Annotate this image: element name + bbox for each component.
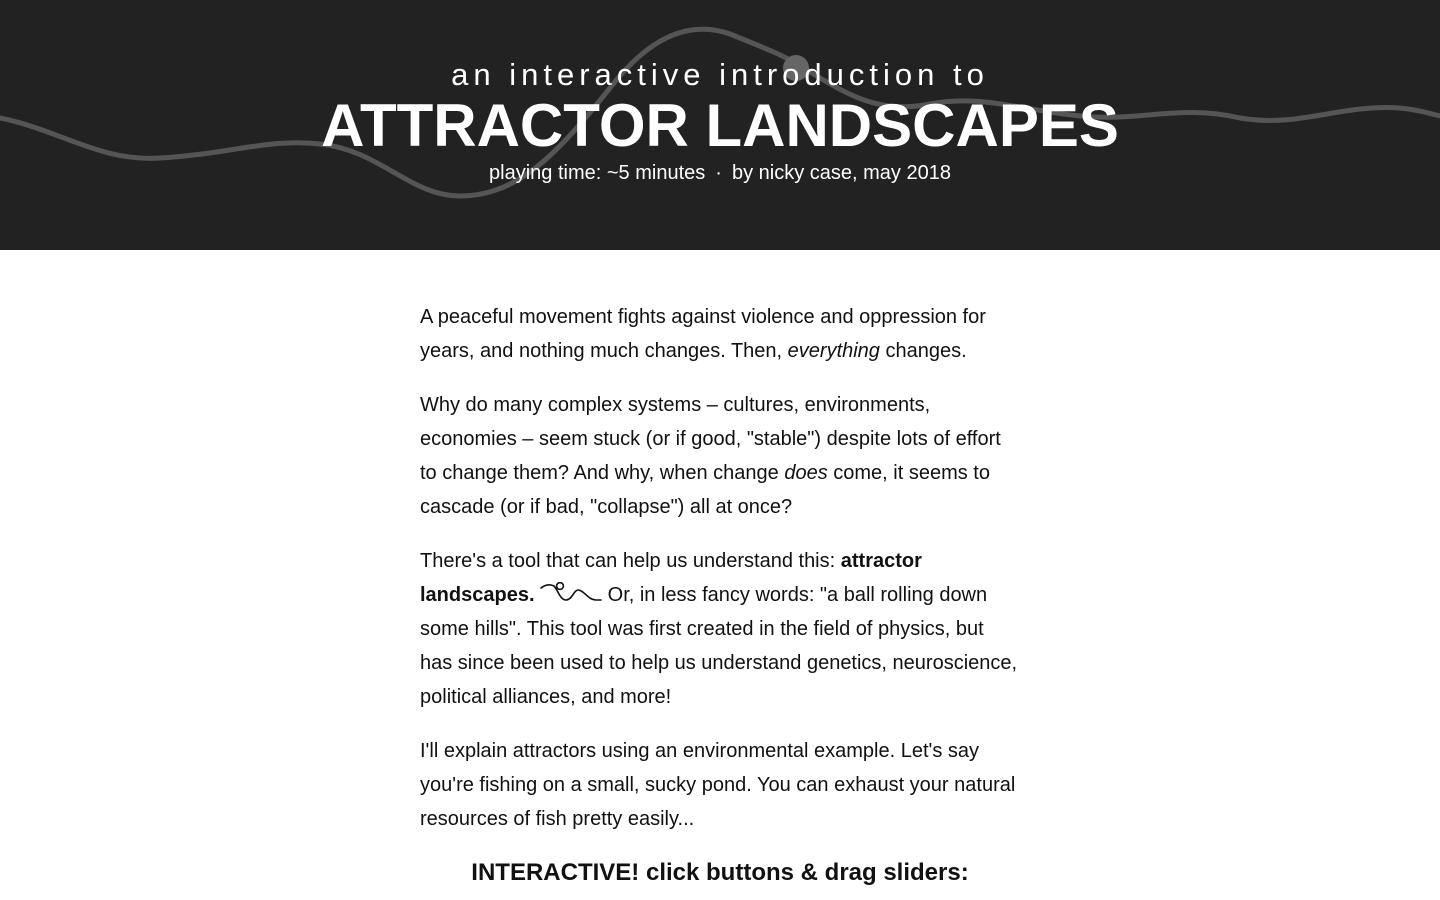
byline-separator: · bbox=[715, 162, 722, 184]
article-body bbox=[420, 300, 1020, 890]
paragraph-intro: A peaceful movement fights against violence and oppression for years, and nothing much changes. Then, everything changes. bbox=[420, 306, 986, 362]
paragraph-question: Why do many complex systems – cultures, environments, economies – seem stuck (or if good, "stable") despite lots of effort to change them? And why, when change does come, it seems to cascade (or if bad, "collapse") all at once? bbox=[420, 394, 1001, 518]
interactive-heading: INTERACTIVE! click buttons & drag sliders: bbox=[471, 859, 969, 886]
paragraph-example: I'll explain attractors using an environmental example. Let's say you're fishing on a small, sucky pond. You can exhaust your natural resources of fish pretty easily... bbox=[420, 740, 1016, 830]
term-attractor-landscapes: attractor landscapes. bbox=[420, 550, 922, 606]
playing-time: playing time: ~5 minutes bbox=[489, 162, 706, 184]
emphasis-everything: everything bbox=[787, 340, 880, 362]
page-title: ATTRACTOR LANDSCAPES bbox=[321, 92, 1119, 159]
author-date: by nicky case, may 2018 bbox=[731, 162, 951, 184]
header-subtitle: an interactive introduction to bbox=[451, 57, 989, 92]
emphasis-does: does bbox=[784, 462, 828, 484]
page-header bbox=[0, 0, 1440, 250]
header-byline bbox=[0, 160, 1440, 186]
paragraph-tool: There's a tool that can help us understand this: attractor landscapes. Or, in less fancy words: "a ball rolling down some hills". This tool was first created in the field of physics, but has since been used to help us understand genetics, neuroscience, political alliances, and more! bbox=[420, 550, 1018, 708]
ball-on-landscape-icon bbox=[540, 582, 602, 604]
